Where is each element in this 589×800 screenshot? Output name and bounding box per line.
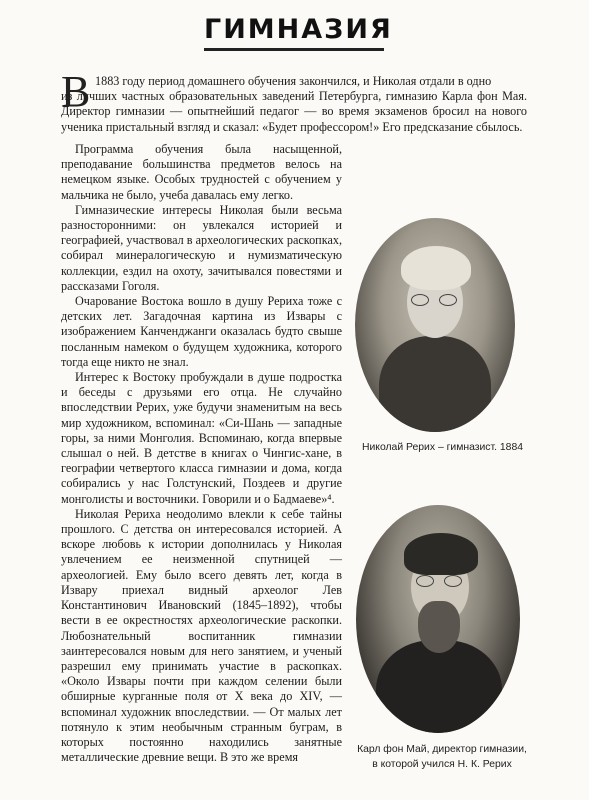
drop-cap: В: [61, 67, 91, 116]
glasses-icon: [411, 294, 429, 306]
intro-rest: из лучших частных образовательных заведений Петербурга, гимназию Карла фон Мая. Директор гимназии — опытнейший педагог — во время экзаменов бросил на нового ученика пристальный взгляд и сказал: «Будет профессором!» Его предсказание сбылось.: [61, 89, 527, 134]
portrait-photo-director: [356, 505, 520, 733]
portrait-hair: [404, 533, 478, 575]
intro-first-line: 1883 году период домашнего обучения закончился, и Николая отдали в одно: [95, 74, 492, 88]
portrait-beard: [418, 601, 460, 653]
caption-line: в которой учился Н. К. Рерих: [372, 759, 512, 770]
caption-line: Карл фон Май, директор гимназии,: [357, 744, 527, 755]
paragraph-interests: Гимназические интересы Николая были весьма разносторонними: он увлекался историей и географией, участвовал в археологических раскопках, собирал минералогическую и нумизматическую коллекции, ездил на охоту, зачитывался повестями и рассказами Гоголя.: [61, 202, 342, 293]
title-block: [204, 12, 393, 51]
caption-photo-director: [356, 742, 528, 772]
body-column: [61, 142, 342, 765]
glasses-icon: [439, 294, 457, 306]
paragraph-archaeology: Николая Рериха неодолимо влекли к себе тайны прошлого. С детства он интересовался историей. А вскоре любовь к истории дополнилась у Николая увлечением ее неизменной спутницей — археологией. Ему было всего девять лет, когда в Извару приехал видный археолог Лев Константинович Ивановский (1845–1892), чтобы вести в ее окрестностях археологические раскопки. Любознательный воспитанник гимназии заинтересовался новым для него занятием, и ученый разрешил ему принимать участие в раскопках. «Около Извары почти при каждом селении были обширные курганные поля от X века до XIV, — вспоминал художник впоследствии. — От малых лет потянуло к этим необычным странным буграм, в которых постоянно находились занятные металлические древние вещи. В это же время: [61, 506, 342, 765]
paragraph-mongolia: Интерес к Востоку пробуждали в душе подростка и беседы с друзьями его отца. Не случайно впоследствии Рерих, уже будучи знаменитым на весь мир художником, вспоминал: «Си-Шань — западные горы, за ними Монголия. Вспоминаю, когда впервые слышал о ней. В детстве в книгах о Чингис-хане, в географии четвертого класса гимназии и дома, когда собирались у нас Голстунский, Поздеев и другие монголисты и восточники. Говорили и о Бадмаеве»⁴.: [61, 370, 342, 506]
glasses-icon: [416, 575, 434, 587]
portrait-hair: [401, 246, 471, 290]
portrait-body: [379, 336, 491, 432]
paragraph-program: Программа обучения была насыщенной, преподавание большинства предметов велось на немецком языке. Особых трудностей с обучением у мальчика не было, учеба давалась ему легко.: [61, 142, 342, 202]
page-title: ГИМНАЗИЯ: [204, 14, 393, 45]
caption-photo-boy: Николай Рерих – гимназист. 1884: [361, 442, 524, 453]
portrait-photo-boy: [355, 218, 515, 432]
glasses-icon: [444, 575, 462, 587]
paragraph-east: Очарование Востока вошло в душу Рериха тоже с детских лет. Загадочная картина из Извары с изображением Канченджанги оказалась будто свыше посланным намеком о будущем художника, которого тогда еще никто не знал.: [61, 294, 342, 369]
intro-paragraph: [61, 67, 527, 135]
portrait-body: [376, 640, 502, 733]
